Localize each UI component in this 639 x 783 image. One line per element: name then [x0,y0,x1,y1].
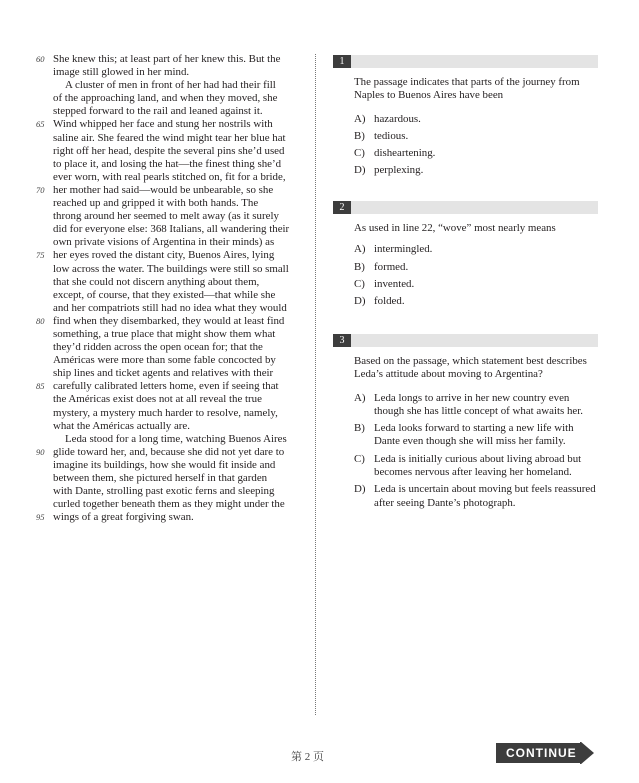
line-text: find when they disembarked, they would at least find [53,314,285,327]
line-text: mystery, a mystery much harder to resolve, namely, [53,406,278,419]
line-number: 80 [36,315,45,326]
passage-line [0,511,312,524]
option-a[interactable]: A) hazardous. [354,112,421,125]
question-header [333,201,598,214]
passage-line [0,210,312,223]
option-b[interactable]: B) Leda looks forward to starting a new life with Dante even though she will miss her family. [354,422,574,448]
line-text: to place it, and losing the hat—the finest thing she’d [53,157,282,170]
passage-line [0,79,312,92]
option-c[interactable]: C) Leda is initially curious about living abroad but becomes nervous after leaving her homeland. [354,452,582,479]
continue-label: CONTINUE [506,746,577,760]
line-text: reached up and gripped it with both hands. The [53,197,259,210]
passage-line [0,393,312,406]
passage-line [0,223,312,236]
line-text: what the Américas actually are. [53,419,190,432]
line-text: they’d ridden across the open ocean for; that the [53,341,263,354]
question-1 [333,55,598,178]
option-b[interactable]: B) tedious. [354,129,409,142]
passage-line [0,380,312,393]
line-text: Wind whipped her face and stung her nostrils with [53,118,273,131]
line-text: right off her head, despite the several pins she’d used [53,144,285,157]
line-text: Leda stood for a long time, watching Buenos Aires [65,432,287,445]
line-number: 75 [36,250,45,261]
passage-line [0,92,312,105]
line-text: imagine its buildings, how she would fit inside and [53,458,276,471]
line-text: She knew this; at least part of her knew this. But the [53,53,281,65]
question-stem: The passage indicates that parts of the journey from Naples to Buenos Aires have been [354,76,580,102]
line-text: of the approaching land, and when they moved, she [53,92,278,105]
line-text: something, a true place that might show them what [53,327,276,340]
option-d[interactable]: D) perplexing. [354,164,424,177]
passage-line [0,446,312,459]
passage-line [0,407,312,420]
option-b[interactable]: B) formed. [354,260,409,273]
line-text: Américas were more than some fable concocted by [53,354,276,367]
line-text: the Américas exist does not at all reveal the true [53,393,262,406]
line-text: with Dante, strolling past exotic ferns and sleeping [53,485,275,498]
question-number: 1 [333,55,351,68]
passage-line [0,472,312,485]
passage-line [0,302,312,315]
passage-line [0,485,312,498]
option-d[interactable]: D) folded. [354,295,405,308]
line-text: own private visions of Argentina in their minds) as [53,236,275,249]
passage-line [0,145,312,158]
line-text: did for everyone else: 368 Italians, all wandering their [53,223,290,236]
line-text: her mother had said—would be unbearable, so she [53,183,274,196]
line-text: carefully calibrated letters home, even if seeing that [53,380,279,393]
passage-line [0,263,312,276]
question-2 [333,201,598,308]
line-number: 90 [36,446,45,457]
line-text: wings of a great forgiving swan. [53,511,194,524]
option-a[interactable]: A) intermingled. [354,243,433,256]
line-text: and her compatriots still had no idea what they would [53,301,287,314]
passage-line [0,328,312,341]
passage-line [0,433,312,446]
question-header [333,55,598,68]
line-text: low across the water. The buildings were still so small [53,262,289,275]
continue-button[interactable] [496,742,594,764]
option-c[interactable]: C) invented. [354,277,415,290]
passage-line [0,341,312,354]
question-stem: As used in line 22, “wove” most nearly means [354,222,556,234]
passage-line [0,276,312,289]
passage-line [0,171,312,184]
passage-line [0,132,312,145]
line-number: 60 [36,54,45,64]
passage-line [0,315,312,328]
column-divider [315,54,316,715]
option-c[interactable]: C) disheartening. [354,147,436,160]
passage-line [0,158,312,171]
line-text: A cluster of men in front of her had had their fill [65,79,276,92]
line-text: glide toward her, and, because she did not yet dare to [53,445,285,458]
passage-line [0,118,312,131]
line-text: her eyes roved the distant city, Buenos Aires, lying [53,249,275,262]
page-number: 第 2 页 [291,751,324,763]
passage-line [0,459,312,472]
question-3 [333,334,598,510]
passage-line [0,498,312,511]
line-text: image still glowed in her mind. [53,66,190,79]
passage-line [0,367,312,380]
question-number: 2 [333,201,351,214]
line-number: 65 [36,119,45,130]
passage-line [0,105,312,118]
line-text: that she could not discern anything about them, [53,275,260,288]
line-text: saline air. She feared the wind might tear her blue hat [53,131,286,144]
passage-line [0,66,312,79]
line-text: throng around her seemed to melt away (as it surely [53,210,279,223]
passage-line [0,53,312,66]
passage-line [0,197,312,210]
passage-line [0,420,312,433]
line-text: except, of course, that they existed—that while she [53,288,276,301]
passage-line [0,236,312,249]
question-number: 3 [333,334,351,347]
line-text: stepped forward to the rail and leaned against it. [53,105,263,118]
option-d[interactable]: D) Leda is uncertain about moving but feels reassured after seeing Dante’s photograph. [354,483,596,509]
line-number: 95 [36,512,45,523]
line-text: curled together beneath them as they might under the [53,498,285,511]
passage-line [0,184,312,197]
question-header [333,334,598,347]
passage [0,53,312,524]
question-stem: Based on the passage, which statement best describes Leda’s attitude about moving to Argentina? [354,355,587,381]
passage-line [0,249,312,262]
passage-line [0,354,312,367]
passage-line [0,289,312,302]
line-text: between them, she pictured herself in that garden [53,472,268,484]
line-text: ship lines and ticket agents and relatives with their [53,367,274,380]
option-a[interactable]: A) Leda longs to arrive in her new country even though she has little concept of what awaits her. [354,391,583,417]
line-number: 70 [36,184,45,195]
line-number: 85 [36,381,45,392]
line-text: ever worn, with real pearls stitched on, fit for a bride, [53,170,286,183]
